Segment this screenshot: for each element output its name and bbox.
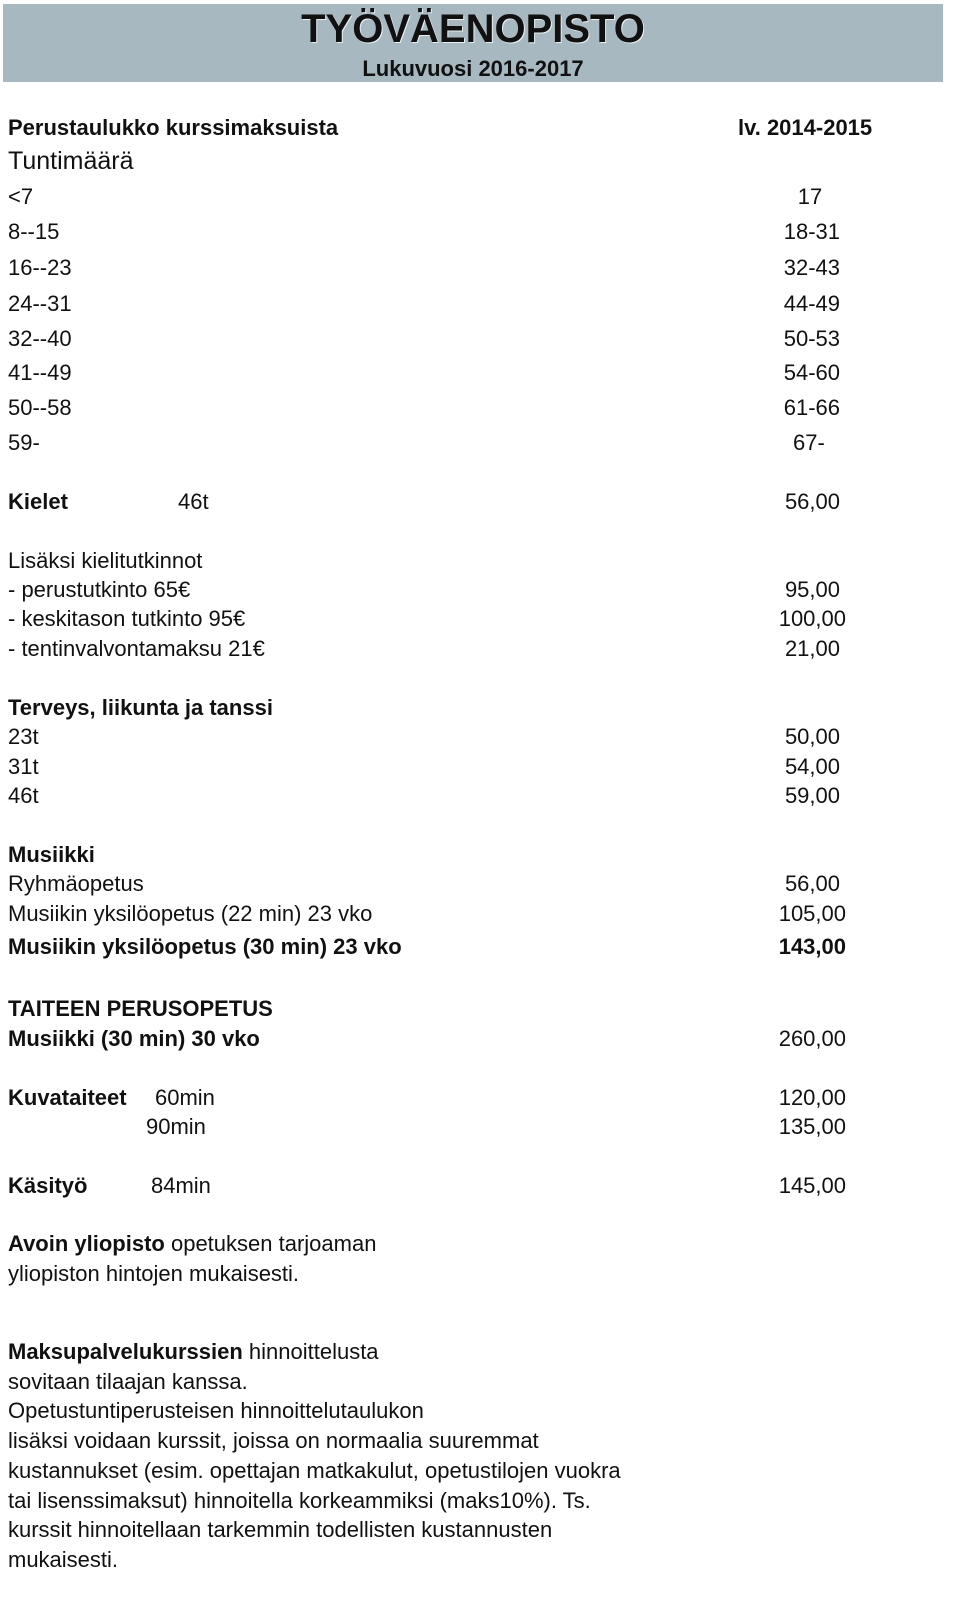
page-title: TYÖVÄENOPISTO xyxy=(301,7,645,51)
visual-arts-item-fee: 135,00 xyxy=(778,1114,846,1139)
paid-courses-line: tai lisenssimaksut) hinnoitella korkeammiksi (maks10%). Ts. xyxy=(8,1487,591,1513)
paid-courses-line: Opetustuntiperusteisen hinnoittelutaulukon xyxy=(8,1398,424,1424)
paid-courses-note xyxy=(8,1337,908,1575)
visual-arts-item-label: 60min xyxy=(155,1085,215,1110)
health-item-fee: 50,00 xyxy=(784,724,840,749)
hours-cell: 32--40 xyxy=(8,326,72,351)
hours-cell: 24--31 xyxy=(8,291,72,316)
fee-cell: 54-60 xyxy=(783,360,840,385)
fee-cell: 17 xyxy=(797,184,823,209)
music-item-label: Musiikin yksilöopetus (30 min) 23 vko xyxy=(8,934,402,959)
base-table-title: Perustaulukko kurssimaksuista xyxy=(8,115,339,140)
health-item-fee: 54,00 xyxy=(784,754,840,779)
health-item-fee: 59,00 xyxy=(784,783,840,808)
fee-cell: 67- xyxy=(793,430,825,455)
languages-heading: Kielet xyxy=(8,489,68,514)
hours-cell: 50--58 xyxy=(8,395,72,420)
fee-cell: 44-49 xyxy=(783,291,840,316)
open-university-line2: yliopiston hintojen mukaisesti. xyxy=(8,1260,300,1286)
open-university-line1: opetuksen tarjoaman xyxy=(164,1231,377,1256)
paid-courses-line: mukaisesti. xyxy=(8,1546,119,1572)
hours-cell: 8--15 xyxy=(8,219,60,244)
paid-courses-line: lisäksi voidaan kurssit, joissa on normaalia suuremmat xyxy=(8,1428,539,1454)
crafts-label: 84min xyxy=(151,1173,211,1198)
header-banner xyxy=(3,4,943,82)
open-university-bold: Avoin yliopisto xyxy=(8,1231,165,1256)
languages-fee: 56,00 xyxy=(784,489,840,514)
exam-item-label: - keskitason tutkinto 95€ xyxy=(8,606,246,631)
arts-music-label: Musiikki (30 min) 30 vko xyxy=(8,1026,260,1051)
exam-item-label: - tentinvalvontamaksu 21€ xyxy=(8,636,265,661)
arts-heading: TAITEEN PERUSOPETUS xyxy=(8,996,273,1021)
hours-cell: <7 xyxy=(8,184,34,209)
paid-courses-line: kurssit hinnoitellaan tarkemmin todellisten kustannusten xyxy=(8,1517,553,1543)
hours-heading: Tuntimäärä xyxy=(8,147,134,175)
crafts-heading: Käsityö xyxy=(8,1173,88,1198)
music-item-fee: 143,00 xyxy=(778,934,846,959)
language-exams-heading: Lisäksi kielitutkinnot xyxy=(8,548,203,573)
paid-courses-line: sovitaan tilaajan kanssa. xyxy=(8,1368,248,1394)
page-subtitle: Lukuvuosi 2016-2017 xyxy=(362,56,584,81)
fee-cell: 32-43 xyxy=(783,255,840,280)
visual-arts-heading: Kuvataiteet xyxy=(8,1085,127,1110)
hours-cell: 59- xyxy=(8,430,40,455)
music-item-label: Ryhmäopetus xyxy=(8,871,144,896)
visual-arts-item-label: 90min xyxy=(146,1114,206,1139)
health-heading: Terveys, liikunta ja tanssi xyxy=(8,695,273,720)
languages-hours: 46t xyxy=(178,489,209,514)
year-label: lv. 2014-2015 xyxy=(738,115,873,140)
health-item-label: 23t xyxy=(8,724,39,749)
crafts-fee: 145,00 xyxy=(778,1173,846,1198)
health-item-label: 31t xyxy=(8,754,39,779)
music-item-fee: 105,00 xyxy=(778,901,846,926)
hours-cell: 41--49 xyxy=(8,360,72,385)
exam-item-fee: 100,00 xyxy=(778,606,846,631)
music-heading: Musiikki xyxy=(8,842,95,867)
exam-item-fee: 95,00 xyxy=(784,577,840,602)
exam-item-fee: 21,00 xyxy=(784,636,840,661)
arts-music-fee: 260,00 xyxy=(778,1026,846,1051)
fee-cell: 18-31 xyxy=(783,219,840,244)
paid-courses-line: kustannukset (esim. opettajan matkakulut, opetustilojen vuokra xyxy=(8,1457,621,1483)
music-item-label: Musiikin yksilöopetus (22 min) 23 vko xyxy=(8,901,373,926)
fee-cell: 61-66 xyxy=(783,395,840,420)
health-item-label: 46t xyxy=(8,783,39,808)
hours-cell: 16--23 xyxy=(8,255,72,280)
open-university-note xyxy=(8,1229,908,1288)
paid-courses-line1: hinnoittelusta xyxy=(242,1339,379,1364)
exam-item-label: - perustutkinto 65€ xyxy=(8,577,191,602)
fee-cell: 50-53 xyxy=(783,326,840,351)
paid-courses-bold: Maksupalvelukurssien xyxy=(8,1339,243,1364)
music-item-fee: 56,00 xyxy=(784,871,840,896)
visual-arts-item-fee: 120,00 xyxy=(778,1085,846,1110)
